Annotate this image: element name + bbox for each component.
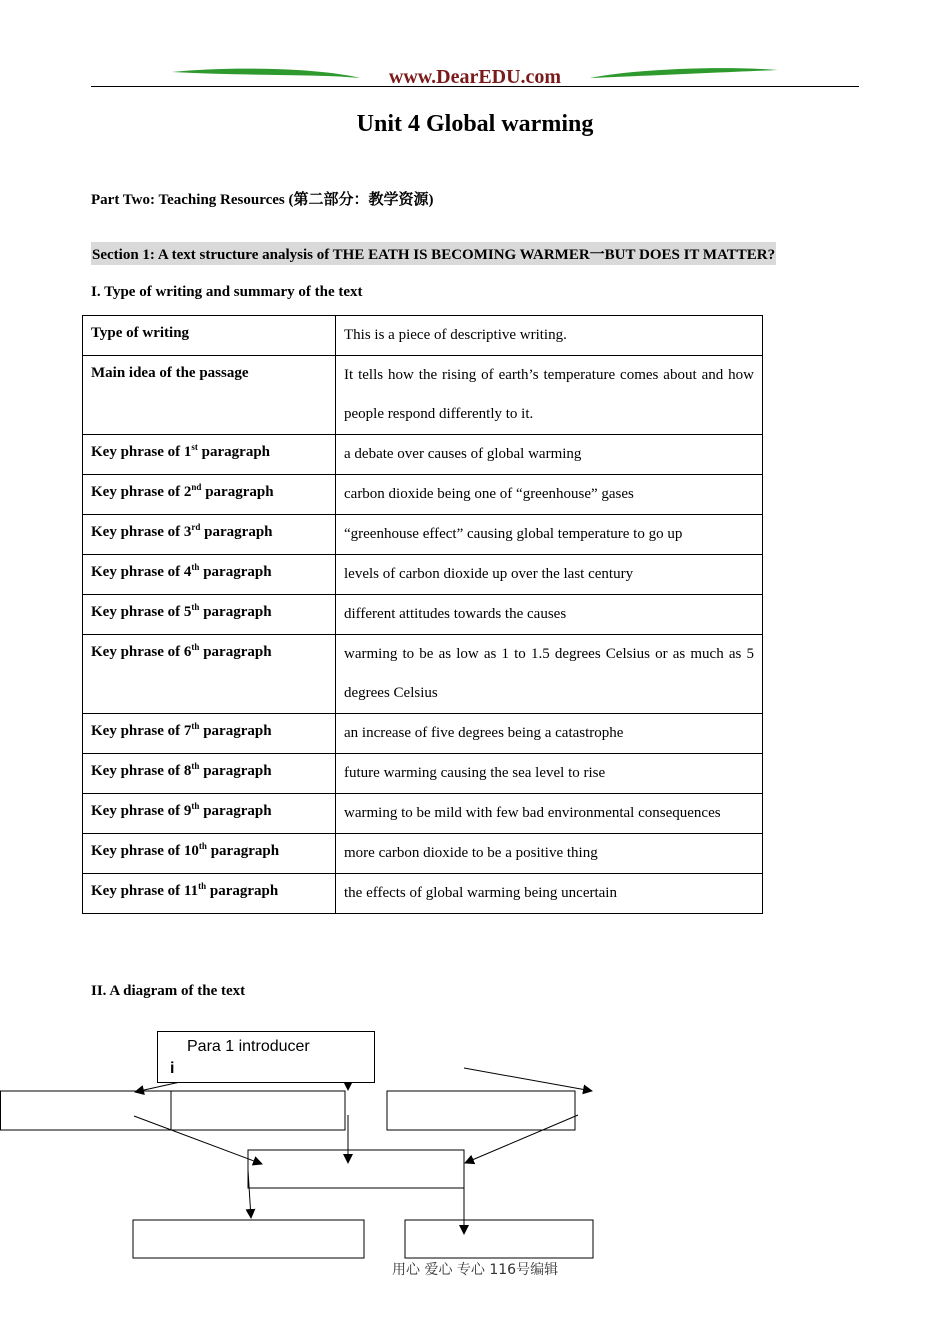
row-key (83, 555, 336, 595)
row-key (83, 834, 336, 874)
arrow-top-to-right (464, 1068, 592, 1091)
row-key-suffix: paragraph (201, 484, 274, 500)
table-row (83, 515, 763, 555)
row-key-text: Key phrase of 9 (91, 803, 192, 819)
row-key-text: Key phrase of 2 (91, 484, 192, 500)
row-key: Main idea of the passage (83, 356, 336, 435)
row-key-ordinal: st (191, 442, 198, 452)
row-value: the effects of global warming being uncertain (336, 874, 763, 914)
row-key-suffix: paragraph (197, 444, 271, 460)
row-value: an increase of five degrees being a catastrophe (336, 714, 763, 754)
row-key-ordinal: th (198, 881, 207, 891)
text-diagram (0, 1020, 950, 1270)
table-row (83, 356, 763, 435)
row-key-text: Key phrase of 10 (91, 843, 199, 859)
row-key (83, 754, 336, 794)
row-key (83, 874, 336, 914)
page-title: Unit 4 Global warming (356, 111, 594, 137)
row-key-ordinal: th (191, 642, 200, 652)
row-value: “greenhouse effect” causing global temperature to go up (336, 515, 763, 555)
row-value: warming to be mild with few bad environmental consequences (336, 794, 763, 834)
row-key (83, 475, 336, 515)
table-row (83, 435, 763, 475)
row-value: carbon dioxide being one of “greenhouse” gases (336, 475, 763, 515)
row-key (83, 635, 336, 714)
row-key-ordinal: th (191, 761, 200, 771)
row-key-suffix: paragraph (199, 564, 272, 580)
row-key-text: Key phrase of 5 (91, 604, 192, 620)
row-key-suffix: paragraph (199, 763, 272, 779)
row-key-suffix: paragraph (199, 644, 272, 660)
diagram-box-right (387, 1091, 575, 1130)
row-key-text: Key phrase of 1 (91, 444, 192, 460)
row-key-ordinal: rd (191, 522, 201, 532)
row-value: This is a piece of descriptive writing. (336, 316, 763, 356)
row-key-text: Key phrase of 8 (91, 763, 192, 779)
diagram-box-top (157, 1031, 375, 1083)
table-row (83, 754, 763, 794)
row-key (83, 435, 336, 475)
diagram-top-label-continued: i (170, 1060, 175, 1077)
row-value: different attitudes towards the causes (336, 595, 763, 635)
table-row (83, 834, 763, 874)
row-key (83, 794, 336, 834)
row-value: more carbon dioxide to be a positive thing (336, 834, 763, 874)
heading-type-of-writing: I. Type of writing and summary of the text (91, 284, 363, 300)
row-key-ordinal: th (191, 602, 200, 612)
diagram-top-label: Para 1 introducer (187, 1038, 310, 1055)
part-heading: Part Two: Teaching Resources (第二部分：教学资源) (91, 192, 434, 208)
row-key-suffix: paragraph (206, 843, 280, 859)
row-key-ordinal: th (198, 841, 207, 851)
row-key (83, 714, 336, 754)
row-key-text: Key phrase of 4 (91, 564, 192, 580)
table-row (83, 316, 763, 356)
page-footer: 用心 爱心 专心 116号编辑 (392, 1262, 559, 1278)
row-key-suffix: paragraph (199, 604, 272, 620)
diagram-box-bottom-left (133, 1220, 364, 1258)
row-key: Type of writing (83, 316, 336, 356)
logo-text: www.DearEDU.com (388, 66, 562, 88)
row-value: future warming causing the sea level to rise (336, 754, 763, 794)
table-row (83, 555, 763, 595)
row-key-suffix: paragraph (199, 803, 272, 819)
summary-table (82, 315, 763, 914)
row-value: It tells how the rising of earth’s temperature comes about and how people respond differently to it. (336, 356, 763, 435)
header-rule (91, 86, 859, 87)
row-value: a debate over causes of global warming (336, 435, 763, 475)
table-row (83, 475, 763, 515)
row-key-text: Key phrase of 3 (91, 524, 192, 540)
row-key (83, 595, 336, 635)
row-value: levels of carbon dioxide up over the last century (336, 555, 763, 595)
row-key (83, 515, 336, 555)
row-key-ordinal: nd (191, 482, 202, 492)
row-key-ordinal: th (191, 721, 200, 731)
row-key-text: Key phrase of 7 (91, 723, 192, 739)
row-key-text: Key phrase of 11 (91, 883, 199, 899)
table-row (83, 595, 763, 635)
table-row (83, 874, 763, 914)
row-key-suffix: paragraph (206, 883, 279, 899)
table-row (83, 794, 763, 834)
heading-diagram: II. A diagram of the text (91, 983, 246, 999)
table-row (83, 635, 763, 714)
table-row (83, 714, 763, 754)
row-key-text: Key phrase of 6 (91, 644, 192, 660)
diagram-box-left-2 (171, 1091, 345, 1130)
diagram-box-left-1 (1, 1091, 172, 1130)
diagram-box-bottom-right (405, 1220, 593, 1258)
row-key-ordinal: th (191, 801, 200, 811)
row-key-ordinal: th (191, 562, 200, 572)
row-key-suffix: paragraph (199, 723, 272, 739)
row-value: warming to be as low as 1 to 1.5 degrees Celsius or as much as 5 degrees Celsius (336, 635, 763, 714)
section-heading: Section 1: A text structure analysis of THE EATH IS BECOMING WARMER一BUT DOES IT MATTER? (91, 242, 776, 265)
row-key-suffix: paragraph (200, 524, 273, 540)
diagram-box-middle (248, 1150, 464, 1188)
